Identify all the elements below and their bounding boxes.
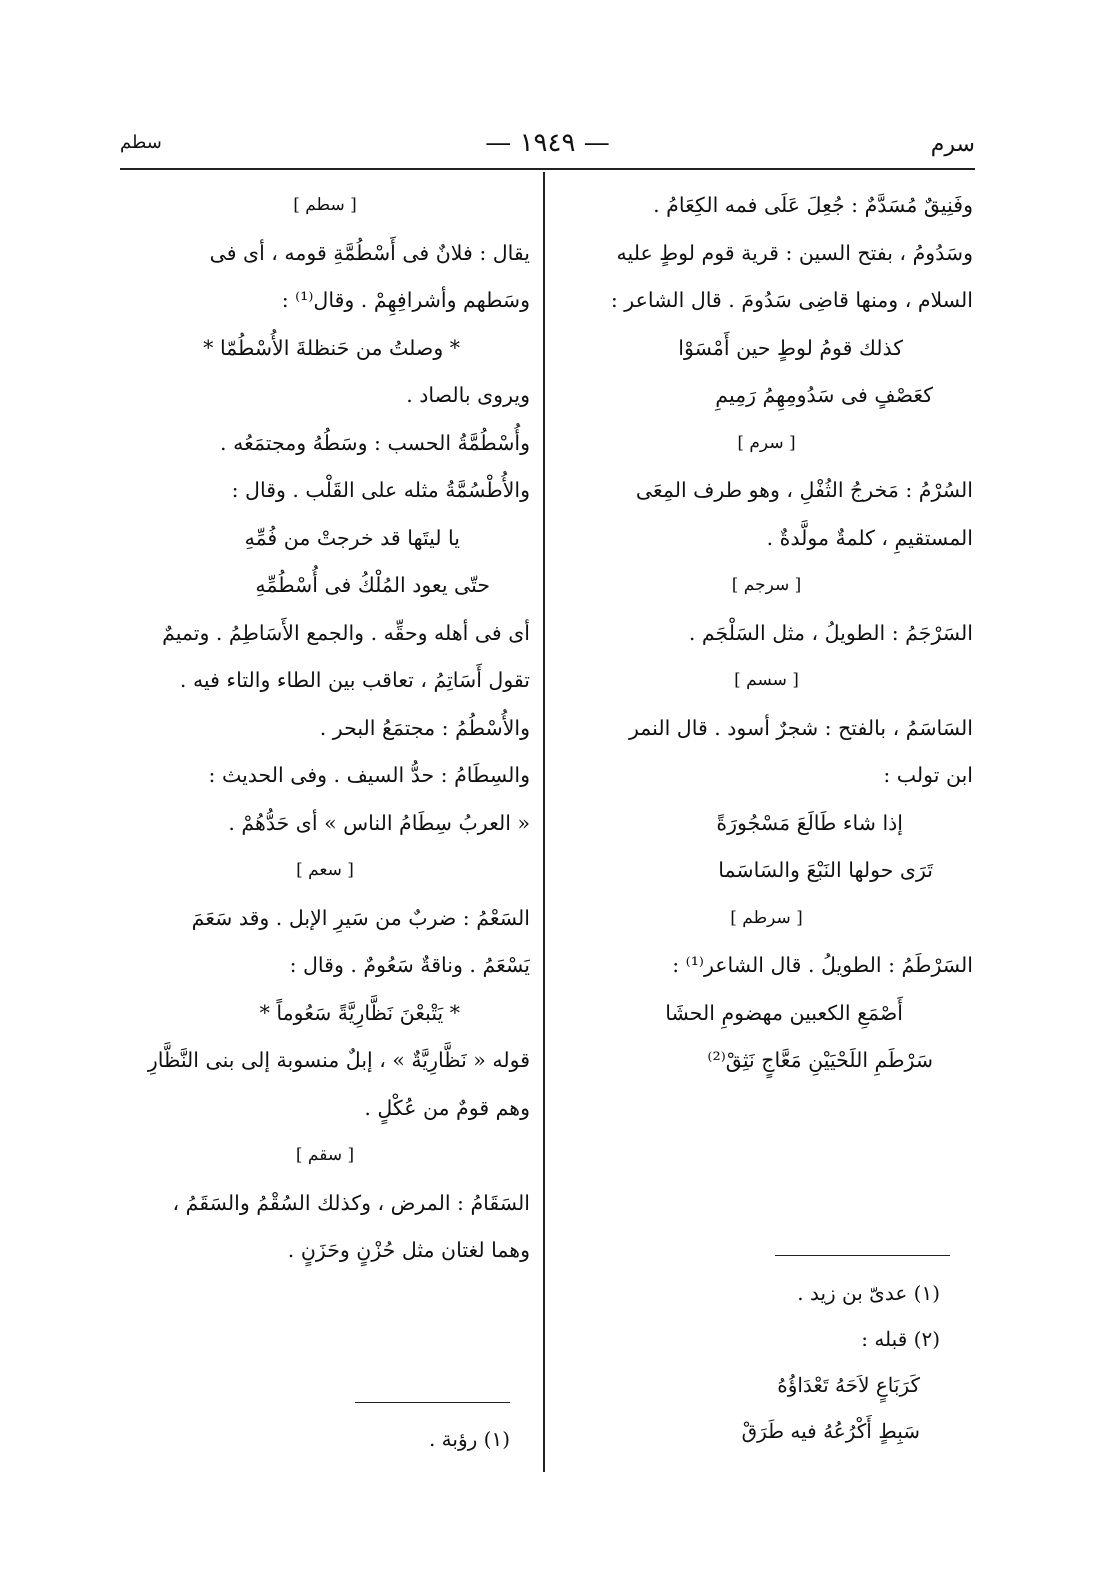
verse-line: كعَصْفٍ فى سَدُومِهِمُ رَمِيمِ (715, 383, 933, 407)
footnotes-right (560, 1270, 940, 1454)
text-line: والأُطْسُمَّةُ مثله على القَلْب . وقال : (231, 478, 530, 502)
entry-heading: [ سرم ] (737, 432, 796, 453)
text-line: (٢) قبله : (861, 1327, 940, 1351)
verse-line: * يَتْبعْنَ نَظَّارِيَّةً سَعُوماً * (259, 1000, 460, 1025)
verse-line: يا ليتَها قد خرجتْ من فُمِّهِ (244, 525, 460, 550)
text-line: والأُسْطُمُ : مجتمَعُ البحر . (319, 715, 530, 740)
verse-line: كذلك قومُ لوطٍ حين أَمْسَوْا (678, 335, 903, 360)
text-line: « العربُ سِطَامُ الناس » أى حَدُّهُمْ . (228, 810, 530, 835)
text-line: السَرْطَمُ : الطويلُ . قال الشاعر⁽¹⁾ : (672, 953, 973, 977)
text-line: يَسْعَمُ . وناقةٌ سَعُومٌ . وقال : (289, 953, 530, 977)
header-left-keyword: سطم (120, 132, 162, 153)
text-line: وأُسْطُمَّةُ الحسب : وسَطُهُ ومجتمَعُه . (220, 430, 530, 455)
footnote-rule-right (775, 1255, 950, 1256)
text-line: السلام ، ومنها قاضِى سَدُومَ . قال الشاعر : (610, 288, 973, 312)
column-divider (543, 172, 545, 1472)
text-line: السَرْجَمُ : الطويلُ ، مثل السَلْجَم . (688, 620, 973, 645)
header-right-keyword: سرم (930, 132, 975, 157)
text-line: (١) رؤبة . (428, 1427, 510, 1451)
text-line: السَاسَمُ ، بالفتح : شجرٌ أسود . قال النمر (629, 715, 973, 740)
entry-heading: [ سرجم ] (731, 575, 802, 595)
page-header (120, 128, 975, 164)
text-line: وسَطهم وأشرافِهِمْ . وقال⁽¹⁾ : (281, 288, 530, 312)
entry-heading: [ سسم ] (734, 670, 799, 690)
entry-heading: [ سقم ] (295, 1145, 355, 1165)
text-line: ويروى بالصاد . (406, 383, 530, 407)
header-rule (120, 168, 975, 170)
text-line: قوله « نَظَّارِيَّةٌ » ، إبلٌ منسوبة إلى بنى النَّظَّارِ (147, 1048, 530, 1072)
text-line: والسِطَامُ : حدُّ السيف . وفى الحديث : (208, 763, 530, 787)
text-line: السُرْمُ : مَخرجُ الثُفْلِ ، وهو طرف المِعَى (635, 478, 973, 502)
text-line: السَعْمُ : ضربٌ من سَيرِ الإبل . وقد سَعَمَ (191, 905, 530, 930)
page-number: — ١٩٤٩ — (485, 128, 610, 158)
text-line: تقول أَسَاتِمُ ، تعاقب بين الطاء والتاء فيه . (179, 668, 530, 692)
right-column (560, 182, 973, 1085)
text-line: وهما لغتان مثل حُزْنٍ وحَزَنٍ . (287, 1238, 530, 1262)
text-line: المستقيمِ ، كلمةٌ مولَّدةٌ . (766, 525, 973, 550)
text-line: وهم قومٌ من عُكْلٍ . (364, 1095, 530, 1120)
text-line: يقال : فلانٌ فى أَسْطُمَّةِ قومه ، أى فى (209, 240, 530, 265)
text-line: أى فى أهله وحقِّه . والجمع الأَسَاطِمُ . وتميمٌ (162, 620, 530, 645)
footnote-rule-left (355, 1402, 510, 1403)
entry-heading: [ سطم ] (293, 195, 357, 215)
text-line: وفَنِيقٌ مُسَدَّمٌ : جُعِلَ عَلَى فمه الكِعَامُ . (653, 193, 973, 217)
verse-line: حتّى يعود المُلْكُ فى أُسْطُمِّهِ (255, 573, 490, 597)
entry-heading: [ سعم ] (296, 860, 354, 880)
verse-line: سَبِطٍ أَكْرُعُهُ فيه طَرَقْ (741, 1419, 920, 1443)
verse-line: * وصلتُ من حَنظلةَ الأُسْطُمّا * (203, 335, 460, 360)
text-line: (١) عدىّ بن زيد . (797, 1281, 940, 1305)
left-column (120, 182, 530, 1275)
entry-heading: [ سرطم ] (730, 907, 803, 928)
text-line: السَقَامُ : المرض ، وكذلك السُقْمُ والسَقَمُ ، (172, 1190, 530, 1215)
footnotes-left (300, 1416, 510, 1462)
verse-line: سَرْطَمِ اللَحْيَيْنِ مَعَّاجٍ نَثِقْ⁽²⁾ (707, 1048, 933, 1072)
text-line: ابن تولب : (883, 763, 973, 787)
verse-line: إذا شاء طَالَعَ مَسْجُورَةً (716, 810, 903, 835)
text-line: وسَدُومُ ، بفتح السين : قرية قوم لوطٍ عليه (616, 240, 973, 265)
verse-line: أَصْمَعِ الكعبين مهضومِ الحشَا (665, 1000, 903, 1025)
verse-line: تَرَى حولها النَبْعَ والسَاسَما (718, 858, 933, 882)
verse-line: كَرَبَاعٍ لاَحَهُ تَعْدَاؤُهُ (777, 1373, 920, 1397)
